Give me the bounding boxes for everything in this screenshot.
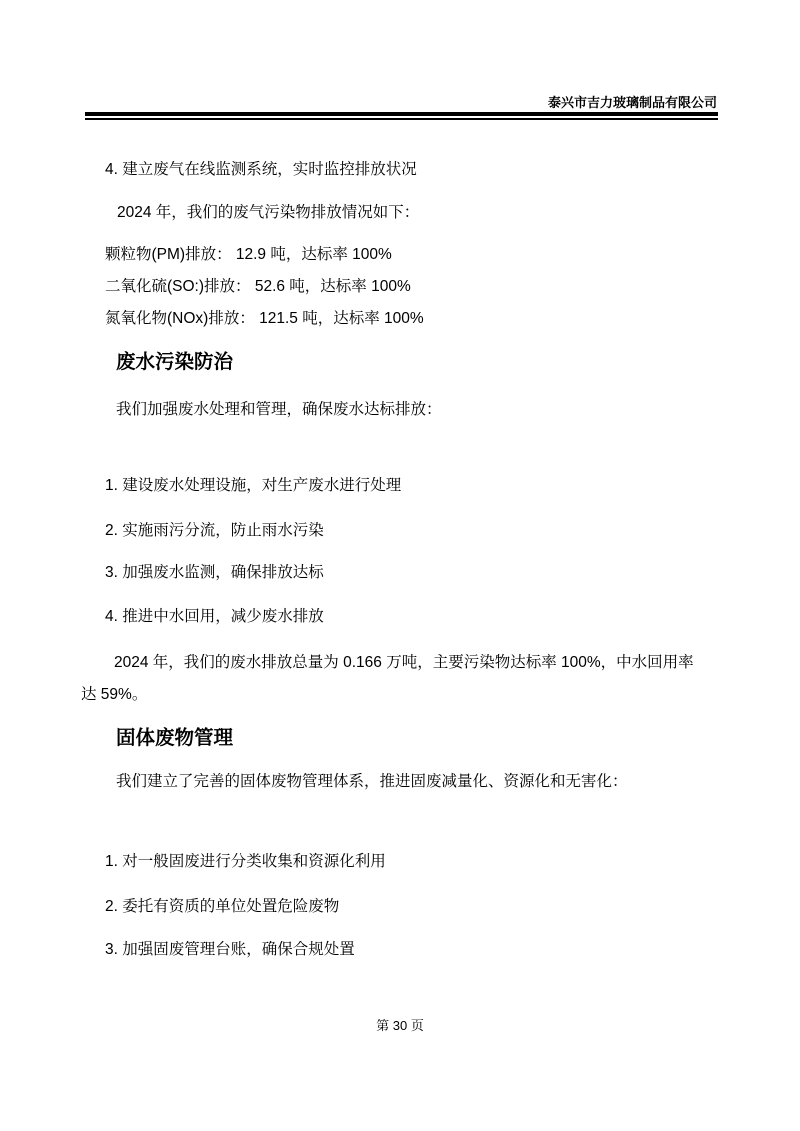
gas-item-4: 4. 建立废气在线监测系统，实时监控排放状况 — [105, 161, 417, 178]
gas-stat-nox: 氮氧化物(NOx)排放： 121.5 吨，达标率 100% — [105, 310, 424, 327]
page-footer — [0, 1017, 800, 1035]
gas-stat-so2: 二氧化硫(SO:)排放： 52.6 吨，达标率 100% — [105, 278, 411, 295]
gas-intro: 2024 年，我们的废气污染物排放情况如下： — [117, 204, 420, 221]
wastewater-item-1: 1. 建设废水处理设施，对生产废水进行处理 — [105, 477, 402, 494]
wastewater-item-2: 2. 实施雨污分流，防止雨水污染 — [105, 522, 324, 539]
solid-waste-item-2: 2. 委托有资质的单位处置危险废物 — [105, 898, 340, 915]
header-rule — [85, 112, 718, 120]
wastewater-summary-line-2: 达 59%。 — [81, 686, 148, 703]
solid-waste-heading: 固体废物管理 — [116, 727, 234, 749]
page-number: 第 30 页 — [376, 1018, 424, 1033]
header-company-name: 泰兴市吉力玻璃制品有限公司 — [547, 95, 717, 110]
wastewater-intro: 我们加强废水处理和管理，确保废水达标排放： — [116, 401, 442, 418]
wastewater-item-3: 3. 加强废水监测，确保排放达标 — [105, 564, 324, 581]
wastewater-item-4: 4. 推进中水回用，减少废水排放 — [105, 608, 324, 625]
wastewater-summary-line-1: 2024 年，我们的废水排放总量为 0.166 万吨，主要污染物达标率 100%，中水回用率 — [114, 654, 694, 671]
gas-stat-pm: 颗粒物(PM)排放： 12.9 吨，达标率 100% — [105, 246, 392, 263]
solid-waste-item-1: 1. 对一般固废进行分类收集和资源化利用 — [105, 853, 386, 870]
wastewater-heading: 废水污染防治 — [116, 351, 234, 373]
solid-waste-item-3: 3. 加强固废管理台账，确保合规处置 — [105, 941, 355, 958]
solid-waste-intro: 我们建立了完善的固体废物管理体系，推进固废减量化、资源化和无害化： — [116, 773, 628, 790]
